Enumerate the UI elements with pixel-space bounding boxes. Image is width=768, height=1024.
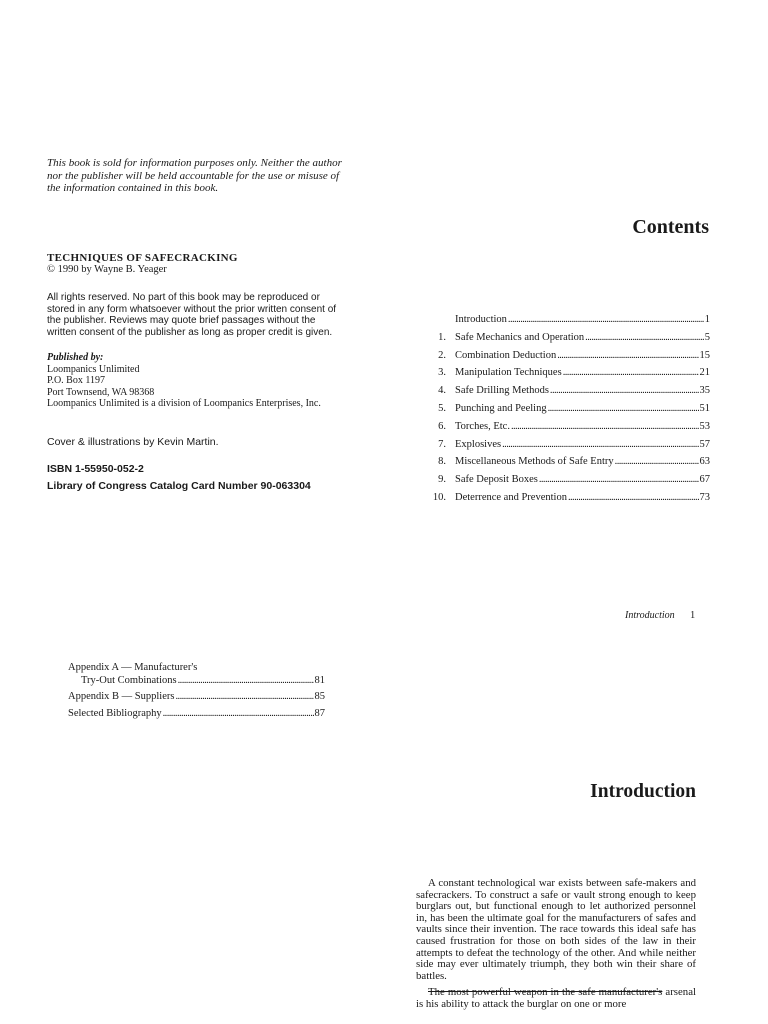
appendix-a-title: Appendix A — Manufacturer's xyxy=(68,662,198,673)
toc-entry-number: 1. xyxy=(438,331,446,343)
toc-leader-dots xyxy=(511,421,699,432)
page-number: 1 xyxy=(690,610,696,621)
introduction-paragraph xyxy=(416,987,696,1010)
appendix-b-page: 85 xyxy=(314,691,325,703)
toc-entry-title: Miscellaneous Methods of Safe Entry xyxy=(455,456,614,468)
toc-entry-page: 5 xyxy=(704,331,710,343)
toc-entry-title: Punching and Peeling xyxy=(455,402,547,414)
toc-entry-title: Manipulation Techniques xyxy=(455,367,562,379)
toc-entry-number: 5. xyxy=(438,402,446,414)
contents-heading: Contents xyxy=(632,216,709,238)
toc-entry-number: 3. xyxy=(438,367,446,379)
toc-entry xyxy=(418,350,710,368)
toc-leader-dots xyxy=(163,708,314,719)
toc-entry-page: 57 xyxy=(699,438,710,450)
toc-leader-dots xyxy=(502,439,698,450)
toc-entry-page: 15 xyxy=(699,349,710,361)
toc-leader-dots xyxy=(557,350,698,361)
publisher-line: Loompanics Unlimited is a division of Loompanics Enterprises, Inc. xyxy=(47,398,321,410)
introduction-paragraph: A constant technological war exists between safe-makers and safecrackers. To construct a safe or vault strong enough to keep burglars out, but functional enough to let authorized personnel in, has been the ultimate goal for the manufacturers of safes and vaults since their invention. The race towards this ideal safe has caused frustration for those on both sides of the law in their attempts to defeat the technology of the other. And while neither side may ever ultimately triumph, they both win their share of battles. xyxy=(416,877,696,982)
introduction-body xyxy=(416,878,696,1016)
toc-leader-dots xyxy=(563,367,699,378)
published-by-label: Published by: xyxy=(47,352,104,363)
toc-leader-dots xyxy=(508,314,704,325)
appendix-b-entry xyxy=(68,691,325,708)
library-of-congress-number: Library of Congress Catalog Card Number 90-063304 xyxy=(47,480,311,492)
appendix-a-entry xyxy=(68,675,325,692)
toc-leader-dots xyxy=(550,385,699,396)
bibliography-title: Selected Bibliography xyxy=(68,707,162,719)
toc-leader-dots xyxy=(178,675,314,686)
toc-entry-page: 53 xyxy=(699,420,710,432)
toc-leader-dots xyxy=(615,456,699,467)
isbn: ISBN 1-55950-052-2 xyxy=(47,463,144,475)
toc-entry xyxy=(418,456,710,474)
publisher-block xyxy=(47,352,342,410)
table-of-contents xyxy=(418,314,710,510)
toc-entry xyxy=(418,332,710,350)
toc-entry xyxy=(418,421,710,439)
rights-notice: All rights reserved. No part of this book may be reproduced or stored in any form whatsoever without the prior written consent of the publisher. Reviews may quote brief passages without the written consent of the publisher as long as proper credit is given. xyxy=(47,292,337,338)
toc-entry-number: 10. xyxy=(432,491,446,503)
appendix-list xyxy=(68,662,325,724)
toc-entry-title: Combination Deduction xyxy=(455,349,557,361)
toc-entry-number: 9. xyxy=(438,474,446,486)
toc-entry xyxy=(418,439,710,457)
struck-text: The most powerful weapon in the safe manufacturer's xyxy=(428,986,663,999)
toc-entry-number: 7. xyxy=(438,438,446,450)
disclaimer-text: This book is sold for information purposes only. Neither the author nor the publisher will be held accountable for the use or misuse of the information contained in this book. xyxy=(47,157,342,194)
introduction-heading: Introduction xyxy=(590,781,696,802)
toc-entry-page: 63 xyxy=(699,456,710,468)
toc-entry-page: 73 xyxy=(699,491,710,503)
toc-entry-page: 21 xyxy=(699,367,710,379)
toc-entry-title: Explosives xyxy=(455,438,502,450)
toc-entry xyxy=(418,385,710,403)
appendix-a-page: 81 xyxy=(314,674,325,686)
toc-entry-number: 6. xyxy=(438,420,446,432)
toc-leader-dots xyxy=(548,403,699,414)
toc-entry-number: 4. xyxy=(438,385,446,397)
publisher-line: Loompanics Unlimited xyxy=(47,363,140,375)
toc-entry-number: 2. xyxy=(438,349,446,361)
publisher-line: P.O. Box 1197 xyxy=(47,375,105,387)
toc-entry-title: Safe Mechanics and Operation xyxy=(455,331,585,343)
toc-leader-dots xyxy=(539,474,699,485)
copyright-line: © 1990 by Wayne B. Yeager xyxy=(47,264,167,275)
toc-entry-introduction xyxy=(418,314,710,332)
toc-entry-title: Deterrence and Prevention xyxy=(455,491,567,503)
toc-entry xyxy=(418,474,710,492)
toc-entry-title: Introduction xyxy=(455,314,507,325)
toc-leader-dots xyxy=(175,691,313,702)
toc-entry-page: 1 xyxy=(704,314,710,325)
bibliography-entry xyxy=(68,708,325,725)
toc-leader-dots xyxy=(568,492,699,503)
toc-entry-page: 35 xyxy=(699,385,710,397)
toc-entry-page: 51 xyxy=(699,402,710,414)
toc-entry-number: 8. xyxy=(438,456,446,468)
toc-entry-page: 67 xyxy=(699,474,710,486)
publisher-line: Port Townsend, WA 98368 xyxy=(47,386,155,398)
toc-entry xyxy=(418,492,710,510)
appendix-b-title: Appendix B — Suppliers xyxy=(68,691,175,703)
book-title: TECHNIQUES OF SAFECRACKING xyxy=(47,252,238,264)
bibliography-page: 87 xyxy=(314,707,325,719)
cover-credit: Cover & illustrations by Kevin Martin. xyxy=(47,436,219,448)
toc-entry xyxy=(418,403,710,421)
toc-entry-title: Torches, Etc. xyxy=(455,420,510,432)
paragraph-continuation: arsenal is his ability to attack the burglar on one or more xyxy=(416,986,696,1010)
toc-entry-title: Safe Drilling Methods xyxy=(455,385,549,397)
toc-entry-title: Safe Deposit Boxes xyxy=(455,474,538,486)
toc-leader-dots xyxy=(585,332,704,343)
running-head: Introduction xyxy=(625,610,675,621)
appendix-a-subtitle: Try-Out Combinations xyxy=(81,674,177,686)
appendix-a-heading xyxy=(68,662,325,675)
toc-entry xyxy=(418,367,710,385)
